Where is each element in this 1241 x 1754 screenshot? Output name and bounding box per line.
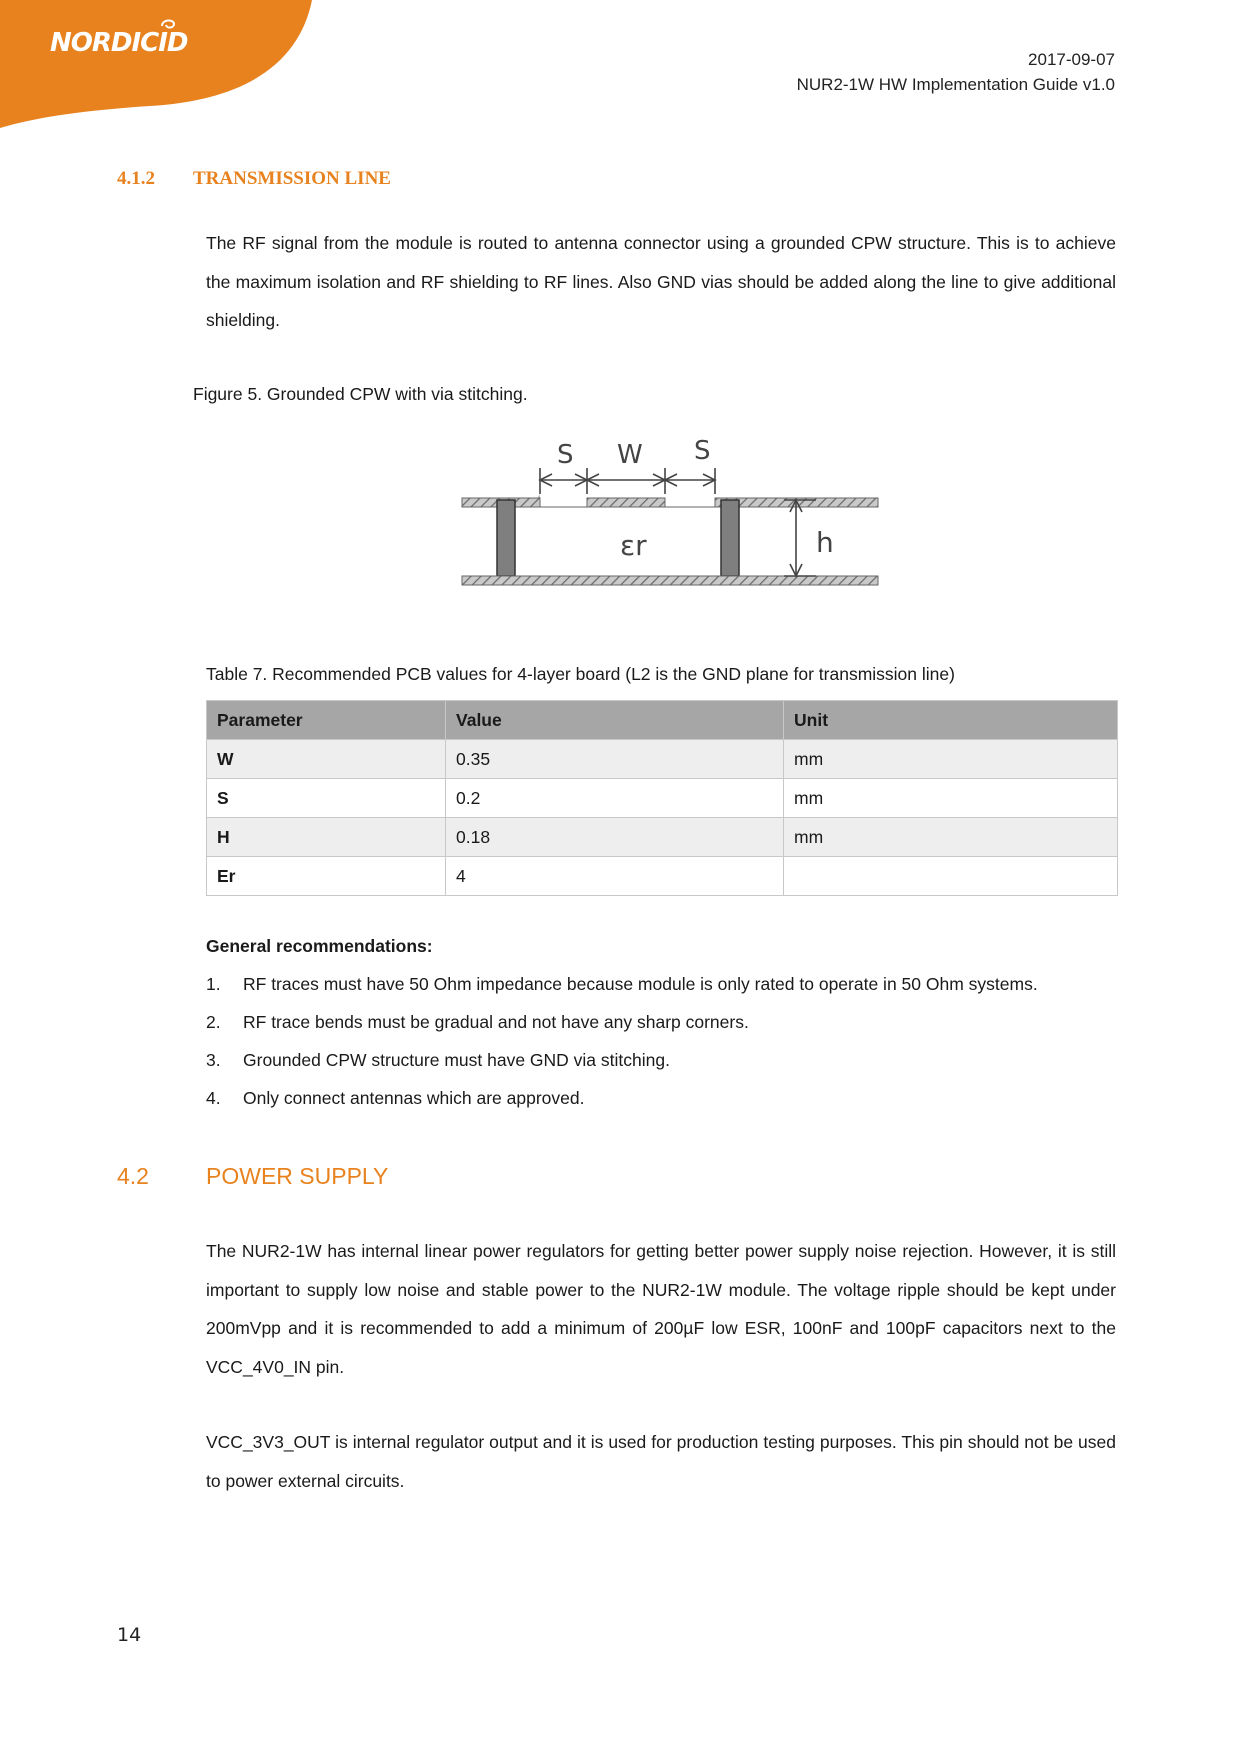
section-heading-4-2 [117, 1163, 388, 1190]
figure-caption: Figure 5. Grounded CPW with via stitching. [193, 384, 528, 404]
table-row [207, 779, 1118, 818]
label-er: εr [620, 529, 647, 562]
section-title: POWER SUPPLY [206, 1163, 389, 1189]
list-item [206, 974, 1038, 995]
table-caption: Table 7. Recommended PCB values for 4-layer board (L2 is the GND plane for transmission line) [206, 664, 955, 684]
center-strip [587, 498, 665, 507]
pcb-values-table [206, 700, 1118, 896]
list-item-number: 3. [206, 1050, 221, 1070]
cell-parameter: Er [207, 857, 446, 896]
section-number: 4.1.2 [117, 168, 155, 189]
power-supply-paragraph-1: The NUR2-1W has internal linear power regulators for getting better power supply noise rejection. However, it is still important to supply low noise and stable power to the NUR2-1W module. The voltage ripple should be kept under 200mVpp and it is recommended to add a minimum of 200µF low ESR, 100nF and 100pF capacitors next to the VCC_4V0_IN pin. [206, 1241, 1116, 1377]
table-row [207, 818, 1118, 857]
logo-swirl-icon [158, 16, 178, 32]
label-w: W [617, 440, 643, 470]
section-heading-4-1-2 [117, 168, 391, 190]
general-recommendations-title: General recommendations: [206, 936, 433, 956]
list-item-number: 1. [206, 974, 221, 994]
nordicid-logo: NORDICID [50, 28, 188, 58]
list-item-text: RF traces must have 50 Ohm impedance because module is only rated to operate in 50 Ohm systems. [243, 974, 1038, 994]
via-right [721, 500, 739, 576]
cell-value: 0.2 [446, 779, 784, 818]
bottom-ground [462, 576, 878, 585]
cell-value: 0.35 [446, 740, 784, 779]
cell-value: 0.18 [446, 818, 784, 857]
power-supply-paragraph-2: VCC_3V3_OUT is internal regulator output and it is used for production testing purposes. This pin should not be used to power external circuits. [206, 1432, 1116, 1491]
cell-unit [784, 857, 1118, 896]
table-row [207, 857, 1118, 896]
column-header-parameter: Parameter [207, 701, 446, 740]
section-title: TRANSMISSION LINE [193, 168, 391, 189]
label-s-right: S [694, 436, 711, 466]
header-date: 2017-09-07 [1028, 50, 1115, 69]
list-item [206, 1012, 749, 1033]
grounded-cpw-diagram [460, 428, 880, 608]
header-doc-title: NUR2-1W HW Implementation Guide v1.0 [796, 75, 1115, 94]
label-h: h [816, 526, 834, 559]
cell-parameter: W [207, 740, 446, 779]
cell-unit: mm [784, 818, 1118, 857]
list-item-text: Only connect antennas which are approved. [243, 1088, 585, 1108]
cell-parameter: H [207, 818, 446, 857]
cell-value: 4 [446, 857, 784, 896]
column-header-unit: Unit [784, 701, 1118, 740]
list-item-text: Grounded CPW structure must have GND via stitching. [243, 1050, 670, 1070]
list-item-number: 4. [206, 1088, 221, 1108]
page-number: 14 [117, 1624, 142, 1646]
label-s-left: S [557, 440, 574, 470]
section-number: 4.2 [117, 1163, 149, 1189]
list-item [206, 1050, 670, 1071]
list-item-number: 2. [206, 1012, 221, 1032]
list-item-text: RF trace bends must be gradual and not have any sharp corners. [243, 1012, 749, 1032]
cell-unit: mm [784, 779, 1118, 818]
table-header-row [207, 701, 1118, 740]
column-header-value: Value [446, 701, 784, 740]
transmission-line-paragraph: The RF signal from the module is routed to antenna connector using a grounded CPW structure. This is to achieve the maximum isolation and RF shielding to RF lines. Also GND vias should be added along the line to give additional shielding. [206, 233, 1116, 330]
list-item [206, 1088, 584, 1109]
table-row [207, 740, 1118, 779]
via-left [497, 500, 515, 576]
cell-parameter: S [207, 779, 446, 818]
cell-unit: mm [784, 740, 1118, 779]
